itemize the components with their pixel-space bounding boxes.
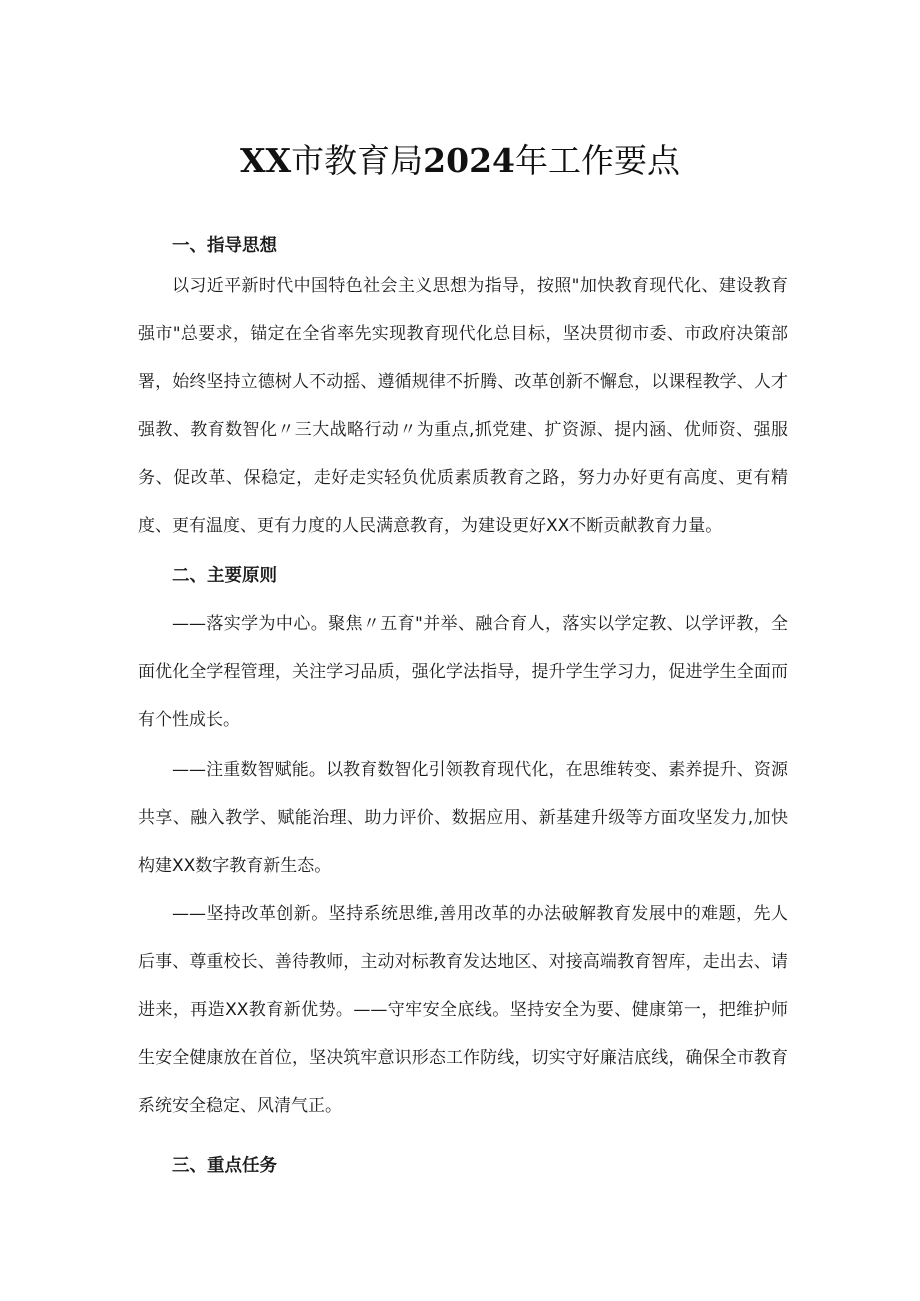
paragraph-digital-empowerment: ——注重数智赋能。以教育数智化引领教育现代化，在思维转变、素养提升、资源共享、融入教学、赋能治理、助力评价、数据应用、新基建升级等方面攻坚发力,加快构建XX数字教育新生态。 [138, 760, 788, 876]
title-mid: 市教育局 [291, 141, 424, 180]
section-heading-guiding-ideology: 一、指导思想 [172, 236, 277, 256]
paragraph-reform-innovation: ——坚持改革创新。坚持系统思维,善用改革的办法破解教育发展中的难题，先人后事、尊重校长、善待教师，主动对标教育发达地区、对接高端教育智库，走出去、请进来，再造XX教育新优势。——守牢安全底线。坚持安全为要、健康第一，把维护师生安全健康放在首位，坚决筑牢意识形态工作防线，切实守好廉洁底线，确保全市教育系统安全稳定、风清气正。 [138, 904, 788, 1116]
title-suffix: 年工作要点 [515, 141, 681, 180]
paragraph-guiding-ideology: 以习近平新时代中国特色社会主义思想为指导，按照"加快教育现代化、建设教育强市"总要求，锚定在全省率先实现教育现代化总目标，坚决贯彻市委、市政府决策部署，始终坚持立德树人不动摇、遵循规律不折腾、改革创新不懈怠，以课程教学、人才强教、教育数智化〃三大战略行动〃为重点,抓党建、扩资源、提内涵、优师资、强服务、促改革、保稳定，走好走实轻负优质素质教育之路，努力办好更有高度、更有精度、更有温度、更有力度的人民满意教育，为建设更好XX不断贡献教育力量。 [138, 276, 788, 536]
section-heading-main-principles: 二、主要原则 [172, 566, 277, 586]
document-title [0, 138, 920, 184]
title-year: 2024 [423, 141, 516, 180]
paragraph-learning-centered: ——落实学为中心。聚焦〃五育"并举、融合育人，落实以学定教、以学评教，全面优化全学程管理，关注学习品质，强化学法指导，提升学生学习力，促进学生全面而有个性成长。 [138, 614, 788, 730]
section-heading-key-tasks: 三、重点任务 [172, 1156, 277, 1176]
title-prefix: XX [239, 141, 292, 180]
